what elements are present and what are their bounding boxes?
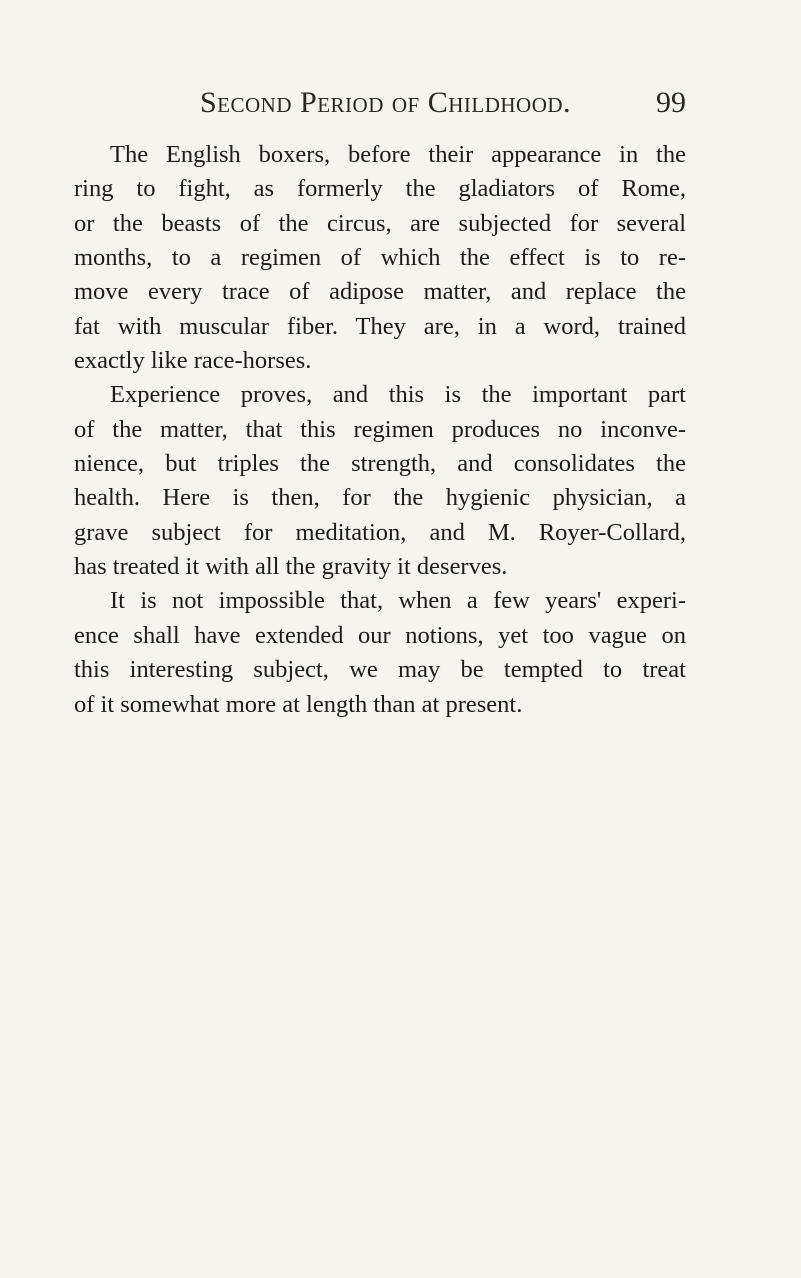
text-line: fat with muscular fiber. They are, in a word, trained <box>74 312 686 340</box>
text-line: or the beasts of the circus, are subjected for several <box>74 209 686 237</box>
text-line: months, to a regimen of which the effect is to re- <box>74 244 686 272</box>
text-line: nience, but triples the strength, and consolidates the <box>74 450 686 478</box>
text-line: move every trace of adipose matter, and replace the <box>74 278 686 306</box>
text-line: health. Here is then, for the hygienic physician, a <box>74 484 686 512</box>
page-header <box>74 86 686 122</box>
page-number: 99 <box>656 86 686 119</box>
paragraph-first-line: Experience proves, and this is the important part <box>110 381 686 409</box>
text-line: has treated it with all the gravity it deserves. <box>74 553 508 581</box>
text-line: exactly like race-horses. <box>74 347 312 375</box>
paragraph-first-line: The English boxers, before their appearance in the <box>110 141 686 168</box>
text-line: ring to fight, as formerly the gladiators of Rome, <box>74 175 686 203</box>
text-line: ence shall have extended our notions, yet too vague on <box>74 621 686 649</box>
text-line: this interesting subject, we may be tempted to treat <box>74 656 686 684</box>
text-line: of the matter, that this regimen produces no inconve- <box>74 415 686 443</box>
body-text <box>74 138 686 722</box>
text-line: grave subject for meditation, and M. Royer-Collard, <box>74 518 686 546</box>
text-line: of it somewhat more at length than at present. <box>74 690 523 718</box>
running-title: Second Period of Childhood. <box>200 86 572 119</box>
paragraph-first-line: It is not impossible that, when a few years' experi- <box>110 587 686 615</box>
